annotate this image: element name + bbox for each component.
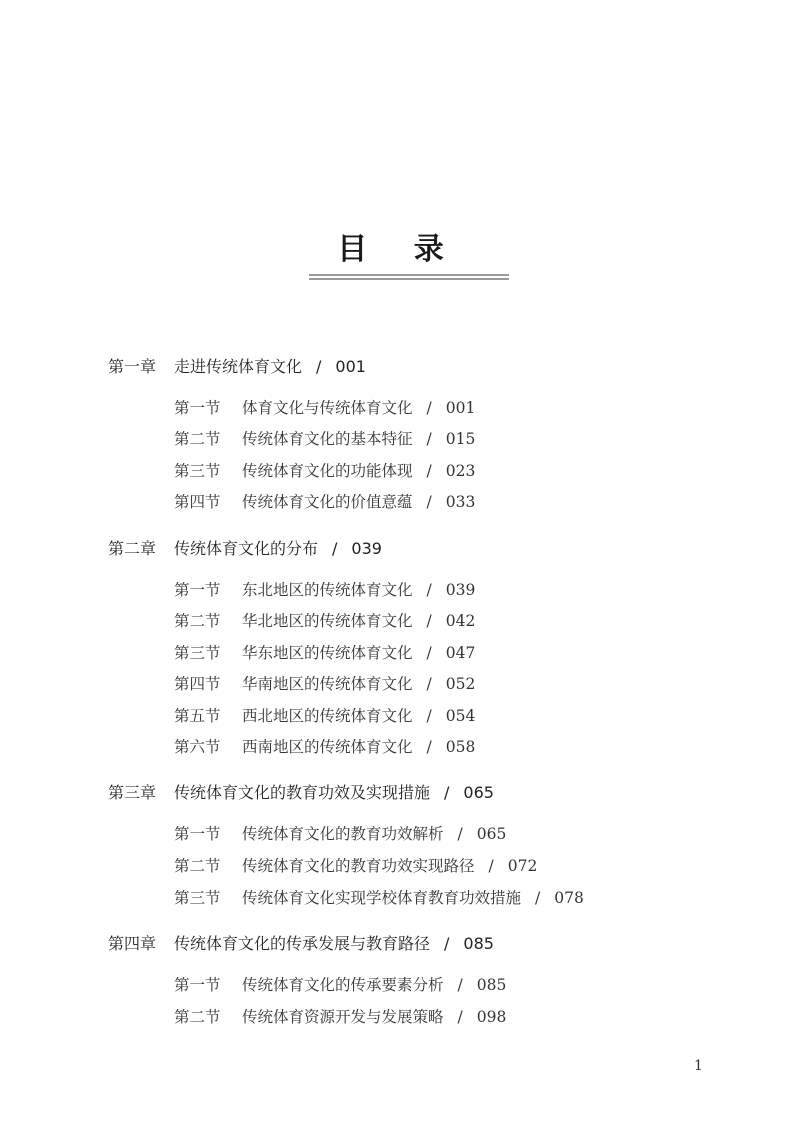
section-number: 第五节	[174, 707, 221, 725]
toc-section[interactable]	[174, 854, 537, 876]
section-title: 华东地区的传统体育文化	[242, 644, 413, 662]
chapter-title: 传统体育文化的分布	[174, 539, 319, 558]
toc-chapter[interactable]	[108, 931, 494, 954]
separator: /	[426, 738, 432, 756]
section-page: 047	[445, 644, 476, 662]
section-title: 传统体育文化的传承要素分析	[242, 976, 444, 994]
separator: /	[426, 430, 432, 448]
section-number: 第六节	[174, 738, 221, 756]
toc-chapter[interactable]	[108, 354, 366, 377]
section-page: 033	[445, 493, 476, 511]
section-title: 传统体育文化实现学校体育教育功效措施	[242, 889, 522, 907]
separator: /	[426, 612, 432, 630]
section-page: 042	[445, 612, 476, 630]
section-title: 传统体育文化的教育功效实现路径	[242, 857, 475, 875]
chapter-page: 085	[463, 934, 494, 953]
chapter-title: 走进传统体育文化	[174, 357, 303, 376]
toc-section[interactable]	[174, 396, 475, 418]
separator: /	[457, 825, 463, 843]
section-page: 039	[445, 581, 476, 599]
separator: /	[332, 539, 338, 558]
section-title: 东北地区的传统体育文化	[242, 581, 413, 599]
page-number: 1	[694, 1058, 703, 1074]
chapter-number: 第二章	[108, 539, 157, 558]
toc-section[interactable]	[174, 459, 475, 481]
toc-section[interactable]	[174, 735, 475, 757]
separator: /	[457, 1008, 463, 1026]
section-number: 第一节	[174, 399, 221, 417]
toc-section[interactable]	[174, 886, 584, 908]
separator: /	[426, 675, 432, 693]
toc-section[interactable]	[174, 704, 475, 726]
separator: /	[426, 581, 432, 599]
chapter-page: 001	[335, 357, 366, 376]
section-page: 052	[445, 675, 476, 693]
section-number: 第四节	[174, 493, 221, 511]
section-page: 085	[476, 976, 507, 994]
section-page: 072	[507, 857, 538, 875]
chapter-title: 传统体育文化的传承发展与教育路径	[174, 934, 431, 953]
chapter-page: 039	[351, 539, 382, 558]
toc-chapter[interactable]	[108, 780, 494, 803]
separator: /	[426, 462, 432, 480]
separator: /	[444, 934, 450, 953]
section-title: 西北地区的传统体育文化	[242, 707, 413, 725]
toc-section[interactable]	[174, 490, 475, 512]
chapter-title: 传统体育文化的教育功效及实现措施	[174, 783, 431, 802]
separator: /	[535, 889, 541, 907]
section-number: 第三节	[174, 889, 221, 907]
section-title: 西南地区的传统体育文化	[242, 738, 413, 756]
section-page: 078	[554, 889, 584, 907]
section-number: 第二节	[174, 857, 221, 875]
chapter-number: 第三章	[108, 783, 157, 802]
section-page: 001	[445, 399, 476, 417]
section-page: 054	[445, 707, 476, 725]
toc-section[interactable]	[174, 427, 475, 449]
chapter-number: 第四章	[108, 934, 157, 953]
separator: /	[426, 493, 432, 511]
section-number: 第二节	[174, 612, 221, 630]
toc-section[interactable]	[174, 672, 475, 694]
separator: /	[426, 399, 432, 417]
section-number: 第四节	[174, 675, 221, 693]
section-number: 第一节	[174, 581, 221, 599]
section-number: 第二节	[174, 430, 221, 448]
chapter-page: 065	[463, 783, 494, 802]
toc-chapter[interactable]	[108, 536, 382, 559]
section-title: 传统体育文化的教育功效解析	[242, 825, 444, 843]
section-title: 传统体育资源开发与发展策略	[242, 1008, 444, 1026]
section-page: 065	[476, 825, 507, 843]
toc-section[interactable]	[174, 641, 475, 663]
section-number: 第一节	[174, 976, 221, 994]
section-page: 098	[476, 1008, 507, 1026]
section-page: 023	[445, 462, 476, 480]
section-number: 第一节	[174, 825, 221, 843]
section-title: 传统体育文化的基本特征	[242, 430, 413, 448]
separator: /	[488, 857, 494, 875]
section-number: 第三节	[174, 462, 221, 480]
section-title: 传统体育文化的功能体现	[242, 462, 413, 480]
section-page: 015	[445, 430, 476, 448]
toc-section[interactable]	[174, 578, 475, 600]
section-title: 体育文化与传统体育文化	[242, 399, 413, 417]
section-number: 第三节	[174, 644, 221, 662]
toc-section[interactable]	[174, 973, 506, 995]
chapter-number: 第一章	[108, 357, 157, 376]
section-page: 058	[445, 738, 476, 756]
separator: /	[426, 707, 432, 725]
toc-section[interactable]	[174, 1005, 506, 1027]
section-title: 华北地区的传统体育文化	[242, 612, 413, 630]
separator: /	[457, 976, 463, 994]
separator: /	[444, 783, 450, 802]
section-title: 传统体育文化的价值意蕴	[242, 493, 413, 511]
section-number: 第二节	[174, 1008, 221, 1026]
toc-section[interactable]	[174, 822, 506, 844]
separator: /	[316, 357, 322, 376]
section-title: 华南地区的传统体育文化	[242, 675, 413, 693]
toc-section[interactable]	[174, 609, 475, 631]
separator: /	[426, 644, 432, 662]
page-title: 目 录	[337, 232, 462, 267]
